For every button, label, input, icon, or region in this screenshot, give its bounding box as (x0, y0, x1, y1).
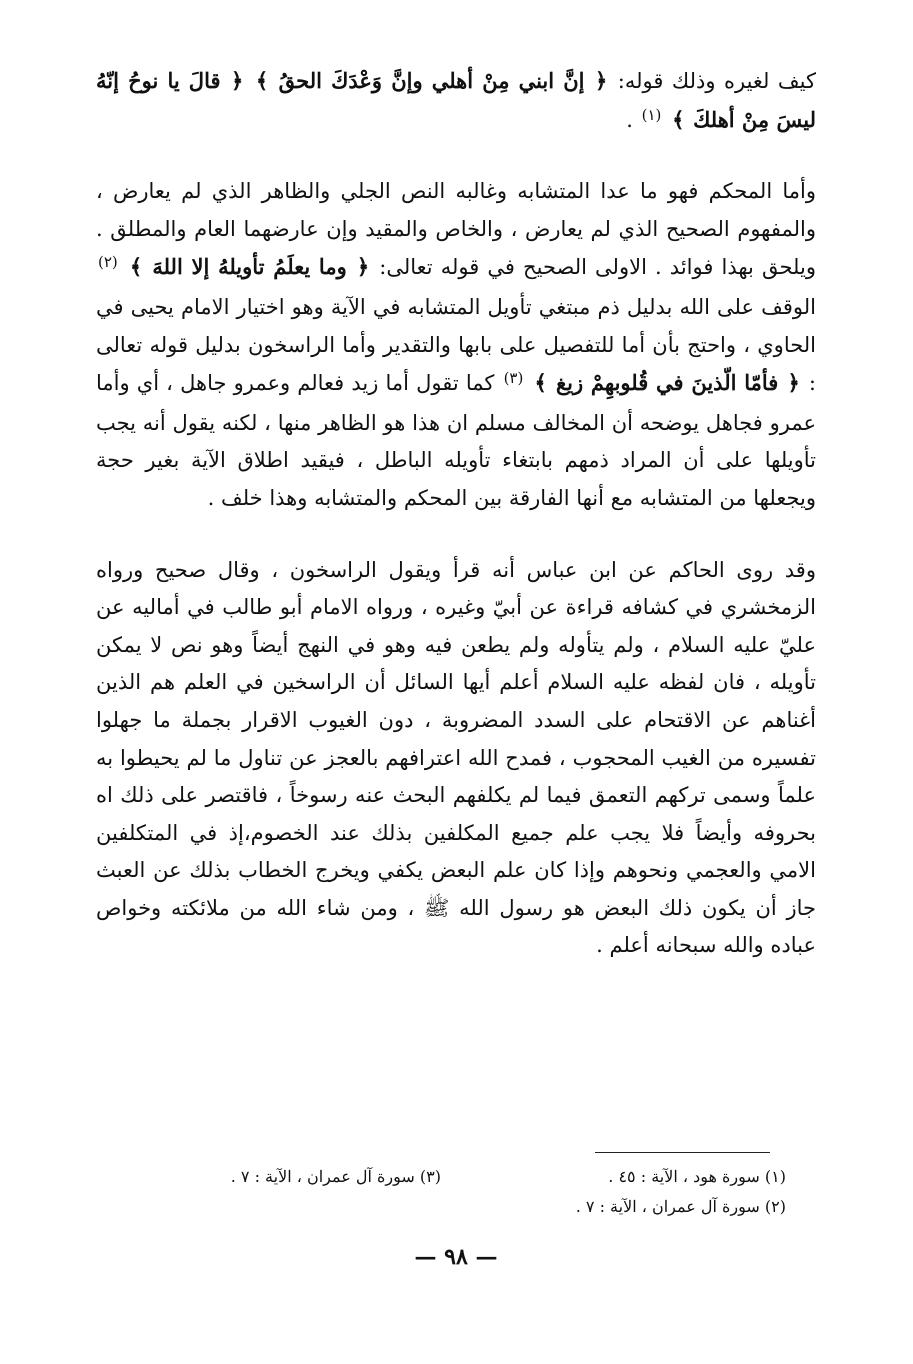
paragraph-2-text-c: الوقف على الله بدليل ذم مبتغي تأويل المتشابه في الآية وهو اختيار الامام يحيى في الحاوي ، واحتج بأن أما للتفصيل على بابها والتقدير وأما الراسخون بدليل قوله تعالى : (96, 294, 816, 396)
paragraph-2-text-a: وأما المحكم فهو ما عدا المتشابه وغالبه النص الجلي والظاهر الذي لم يعارض ، والمفهوم الصحيح الذي لم يعارض ، والخاص والمقيد وإن عارضهما العام والمطلق . ويلحق بهذا فوائد . الاولى الصحيح في قوله تعالى: (96, 179, 816, 280)
page-number: — ٩٨ — (414, 1244, 498, 1270)
footnote-ref-1: (١) (641, 105, 662, 124)
footnote-1: (١) سورة هود ، الآية : ٤٥ . (608, 1167, 786, 1186)
footnotes (96, 1162, 786, 1222)
paragraph-1-end: . (626, 107, 633, 132)
paragraph-2 (96, 173, 816, 517)
paragraph-2-text-e: كما تقول أما زيد فعالم وعمرو جاهل ، أي وأما عمرو فجاهل يوضحه أن المخالف مسلم ان هذا هو الظاهر منها ، لكنه يقول أنه يجب تأويلها على أن المراد ذمهم بابتغاء تأويله الباطل ، فيقيد اطلاق الآية بغير حجة ويجعلها من المتشابه مع أنها الفارقة بين المحكم والمتشابه وهذا خلف . (96, 371, 816, 510)
footnote-row (96, 1162, 786, 1192)
verse-close-bracket: ﴾ (672, 106, 685, 132)
verse-close-bracket: ﴾ (534, 370, 547, 396)
paragraph-3-text: وقد روى الحاكم عن ابن عباس أنه قرأ ويقول الراسخون ، وقال صحيح ورواه الزمخشري في كشافه قراءة عن أبيّ وغيره ، ورواه الامام أبو طالب في أماليه عن عليّ عليه السلام ، ولم يتأوله ولم يطعن فيه وهو في النهج أيضاً وهو نص لا يمكن تأويله ، فان لفظه عليه السلام أعلم أيها السائل أن الراسخين في العلم هم الذين أغناهم عن الاقتحام على السدد المضروبة ، دون الغيوب الاقرار بجملة ما جهلوا تفسيره من الغيب المحجوب ، فمدح الله اعترافهم بالعجز عن تناول ما لم يحيطوا به علماً وسمى تركهم التعمق فيما لم يكلفهم البحث عنه رسوخاً ، فاقتصر على ذلك اه بحروفه وأيضاً فلا يجب علم جميع المكلفين بذلك عند الخصوم،إذ في المتكلفين الامي والعجمي ونحوهم وإذا كان علم البعض يكفي ويخرج الخطاب بذلك عن العبث جاز أن يكون ذلك البعض هو رسول الله ﷺ ، ومن شاء الله من ملائكته وخواص عباده والله سبحانه أعلم . (96, 557, 816, 958)
paragraph-1 (96, 62, 816, 141)
paragraph-1-intro: كيف لغيره وذلك قوله: (617, 69, 817, 93)
footnote-ref-2: (٢) (98, 253, 118, 272)
footnote-ref-3: (٣) (503, 369, 524, 388)
footnote-divider (595, 1152, 770, 1153)
quranic-verse-4: فأمّا الّذينَ في قُلوبهِمْ زيغ (555, 370, 779, 396)
quranic-verse-2: قالَ يا نوحُ إنّهُ ليسَ مِنْ أهلكَ (96, 68, 816, 132)
paragraph-3 (96, 552, 816, 966)
footnote-row (96, 1192, 786, 1222)
footnote-3: (٣) سورة آل عمران ، الآية : ٧ . (230, 1167, 441, 1186)
footnote-2: (٢) سورة آل عمران ، الآية : ٧ . (575, 1197, 786, 1216)
verse-open-bracket: ﴿ (787, 370, 800, 396)
verse-close-bracket: ﴾ (129, 254, 143, 280)
quranic-verse-3: وما يعلَمُ تأويلهُ إلا اللهَ (152, 254, 347, 280)
verse-close-bracket: ﴾ (255, 68, 269, 93)
quranic-verse-1: إنَّ ابني مِنْ أهلي وإنَّ وَعْدَكَ الحقُ (278, 68, 585, 93)
page-body (96, 62, 816, 965)
verse-open-bracket: ﴿ (231, 68, 244, 93)
verse-open-bracket: ﴿ (594, 68, 608, 93)
verse-open-bracket: ﴿ (356, 254, 370, 280)
